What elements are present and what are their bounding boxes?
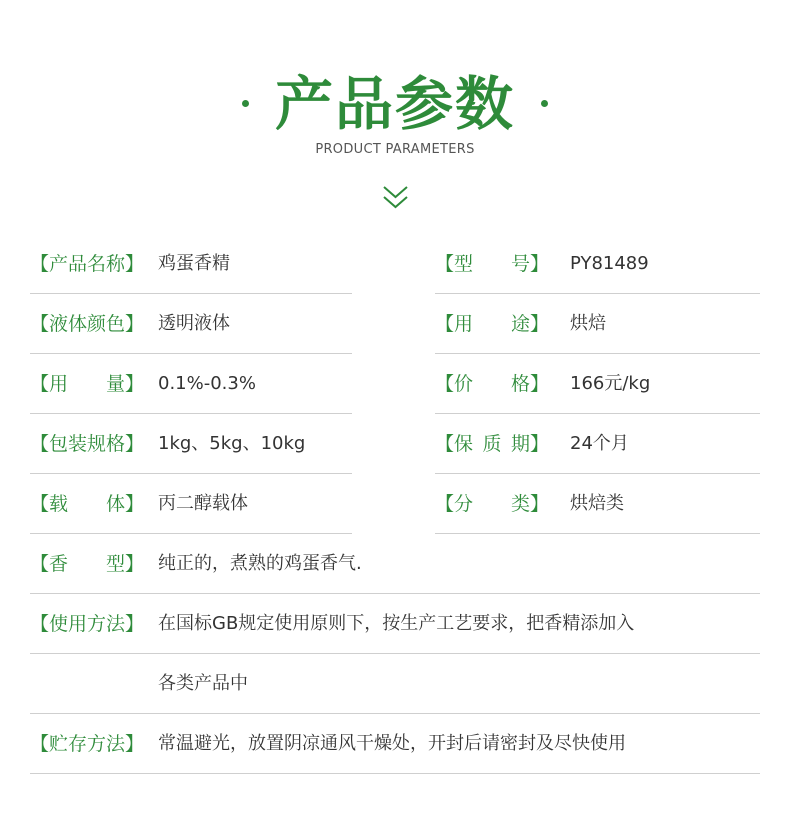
param-label: 【型号】: [435, 253, 550, 275]
param-label: 【贮存方法】: [30, 733, 145, 755]
param-row-name: [30, 234, 352, 294]
page-subtitle: PRODUCT PARAMETERS: [315, 142, 475, 157]
param-value: 1kg、5kg、10kg: [158, 433, 306, 454]
param-label: 【用量】: [30, 373, 145, 395]
title-dot-right: [541, 100, 548, 107]
param-row-shelf-life: [435, 414, 760, 474]
param-value: 在国标GB规定使用原则下，按生产工艺要求，把香精添加入: [158, 613, 635, 634]
title-dot-left: [242, 100, 249, 107]
param-value: 烘焙类: [570, 493, 624, 514]
page-title: [0, 66, 790, 142]
param-row-storage: [30, 714, 760, 774]
page-title-text: 产品参数: [274, 70, 515, 138]
param-label: 【分类】: [435, 493, 550, 515]
param-label: 【包装规格】: [30, 433, 145, 455]
param-row-usage: [435, 294, 760, 354]
param-label: 【液体颜色】: [30, 313, 145, 335]
param-value: 166元/kg: [570, 373, 651, 394]
param-value: 0.1%-0.3%: [158, 373, 256, 394]
param-label: 【香型】: [30, 553, 145, 575]
param-value: 烘焙: [570, 313, 606, 334]
param-value: 丙二醇载体: [158, 493, 248, 514]
param-label: 【使用方法】: [30, 613, 145, 635]
param-row-method: [30, 594, 760, 654]
section-header: [0, 0, 790, 230]
param-row-aroma: [30, 534, 760, 594]
param-row-category: [435, 474, 760, 534]
param-value: 透明液体: [158, 313, 230, 334]
row-divider: [30, 773, 760, 774]
param-value: 常温避光，放置阴凉通风干燥处，开封后请密封及尽快使用: [158, 733, 626, 754]
param-row-model: [435, 234, 760, 294]
param-value: 纯正的，煮熟的鸡蛋香气.: [158, 553, 362, 574]
param-value: 各类产品中: [158, 673, 248, 694]
double-chevron-down-icon: [382, 183, 409, 213]
param-value: 鸡蛋香精: [158, 253, 230, 274]
param-label: 【保质期】: [435, 433, 550, 455]
param-row-dosage: [30, 354, 352, 414]
param-row-color: [30, 294, 352, 354]
param-label: 【用途】: [435, 313, 550, 335]
param-row-package: [30, 414, 352, 474]
param-label: 【价格】: [435, 373, 550, 395]
param-value: PY81489: [570, 253, 649, 274]
param-label: 【产品名称】: [30, 253, 145, 275]
param-row-price: [435, 354, 760, 414]
param-row-carrier: [30, 474, 352, 534]
param-label: 【载体】: [30, 493, 145, 515]
param-value: 24个月: [570, 433, 629, 454]
param-row-method-continued: [30, 654, 760, 714]
